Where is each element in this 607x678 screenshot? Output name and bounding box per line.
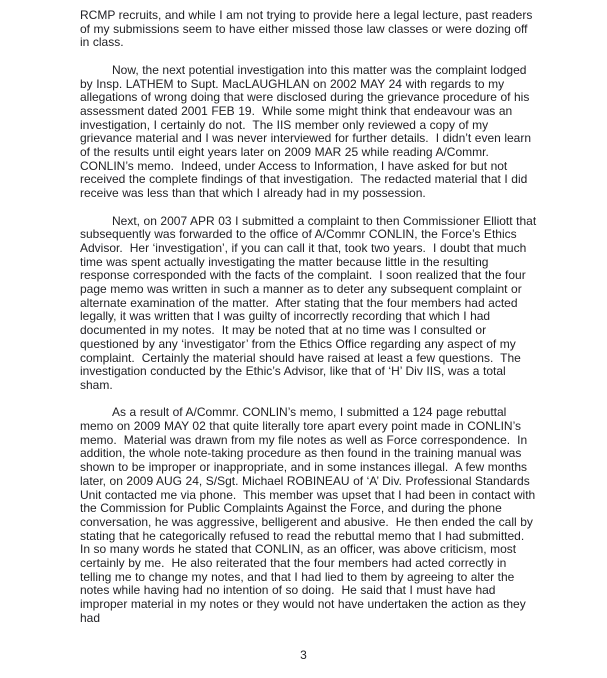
paragraph-commissioner-complaint: Next, on 2007 APR 03 I submitted a complaint to then Commissioner Elliott that subsequently was forwarded to the office of A/Commr CONLIN, the Force’s Ethics Advisor. Her ‘investigation’, if you can call it that, took two years. I doubt that much time was spent actually investigating the matter because little in the resulting response corresponded with the facts of the complaint. I soon realized that the four page memo was written in such a manner as to deter any subsequent complaint or alternate examination of the matter. After stating that the four members had acted legally, it was written that I was guilty of incorrectly recording that which I had documented in my notes. It may be noted that at no time was I consulted or questioned by any ‘investigator’ from the Ethics Office regarding any aspect of my complaint. Certainly the material should have raised at least a few questions. The investigation conducted by the Ethic’s Advisor, like that of ‘H’ Div IIS, was a total sham. xyxy=(80,213,540,392)
paragraph-rebuttal-memo: As a result of A/Commr. CONLIN’s memo, I submitted a 124 page rebuttal memo on 2009 MAY 02 that quite literally tore apart every point made in CONLIN’s memo. Material was drawn from my file notes as well as Force correspondence. In addition, the whole note-taking procedure as then found in the training manual was shown to be improper or inappropriate, and in some instances illegal. A few months later, on 2009 AUG 24, S/Sgt. Michael ROBINEAU of ‘A’ Div. Professional Standards Unit contacted me via phone. This member was upset that I had been in contact with the Commission for Public Complaints Against the Force, and during the phone conversation, he was aggressive, belligerent and abusive. He then ended the call by stating that he categorically refused to read the rebuttal memo that I had submitted. In so many words he stated that CONLIN, as an officer, was above criticism, most certainly by me. He also reiterated that the four members had acted correctly in telling me to change my notes, and that I had lied to them by agreeing to alter the notes while having had no intention of so doing. He said that I must have had improper material in my notes or they would not have undertaken the action as they had xyxy=(80,405,539,625)
document-text xyxy=(80,9,538,639)
page-number: 3 xyxy=(300,648,307,662)
paragraph-continuation: RCMP recruits, and while I am not trying to provide here a legal lecture, past readers of my submissions seem to have either missed those law classes or were dozing off in class. xyxy=(80,8,536,50)
paragraph-investigation-complaint: Now, the next potential investigation into this matter was the complaint lodged by Insp. LATHEM to Supt. MacLAUGHLAN on 2002 MAY 24 with regards to my allegations of wrong doing that were disclosed during the grievance procedure of his assessment dated 2001 FEB 19. While some might think that endeavour was an investigation, I certainly do not. The IIS member only reviewed a copy of my grievance material and I was never interviewed for further details. I didn’t even learn of the results until eight years later on 2009 MAR 25 while reading A/Commr. CONLIN’s memo. Indeed, under Access to Information, I have asked for but not received the complete findings of that investigation. The redacted material that I did receive was less than that which I already had in my possession. xyxy=(80,62,535,201)
